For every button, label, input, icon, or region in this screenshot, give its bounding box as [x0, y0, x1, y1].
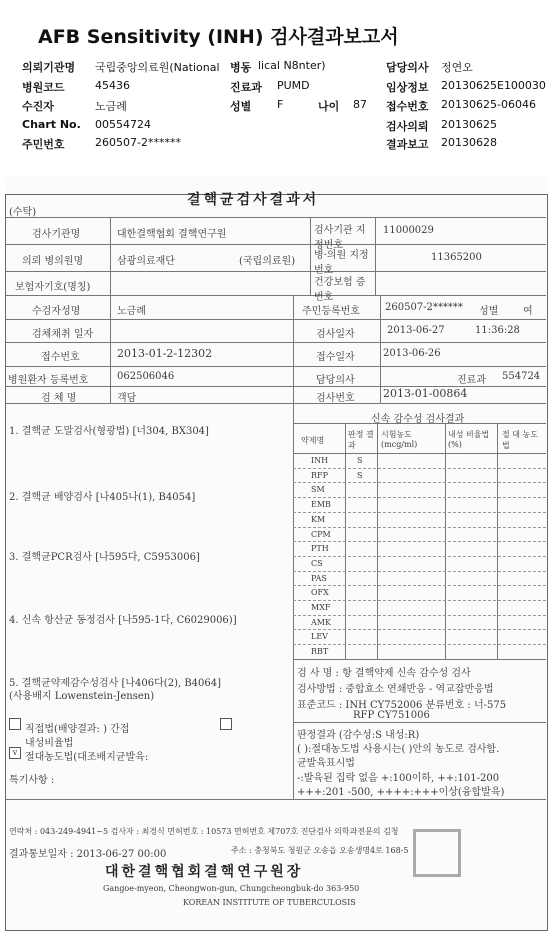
request-date-label: 검사의뢰 [386, 120, 429, 133]
th-result: 판정 결과 [348, 430, 374, 450]
contact-line: 연락처 : 043-249-4941~5 검사자 : 최경식 면허번호 : 10573 면허번호 제707호 진단검사 의학과전문의 김청 [9, 827, 399, 836]
drug-name: CS [311, 558, 323, 568]
reg-value: 2013-01-2-12302 [117, 347, 213, 360]
recv-value: 2013-06-26 [383, 348, 441, 359]
org-name-kr: 대한결핵협회결핵연구원장 [105, 864, 304, 880]
resid-label: 주민등록번호 [302, 306, 360, 317]
test-date-value: 2013-06-27 [387, 325, 445, 336]
rapid-title: 신속 감수성 검사결과 [371, 414, 465, 425]
test-method: 검사방법 : 중합효소 연쇄반응 - 역교잡반응법 [297, 684, 494, 695]
report-date-value: 20130628 [441, 136, 497, 149]
judge-1: 판정결과 (감수성:S 내성:R) [297, 730, 420, 741]
test-date-label: 검사일자 [316, 329, 355, 340]
test-no-value: 2013-01-00864 [383, 387, 468, 400]
judge-3: 균발육표시법 [297, 758, 355, 769]
receipt-no-value: 20130625-06046 [441, 98, 536, 111]
drug-name: SM [311, 485, 325, 495]
req-label: 의뢰 병의원명 [22, 256, 84, 267]
judge-2: ( ):절대농도법 사용시는( )안의 농도로 검사함. [297, 744, 500, 755]
absolute-checkbox[interactable]: v [9, 747, 21, 759]
clinical-info-label: 임상정보 [386, 81, 429, 94]
official-seal [413, 829, 461, 877]
test-item-1: 1. 결핵균 도말검사(형광법) [너304, BX304] [9, 426, 209, 437]
ward-label: 병동 [230, 61, 252, 74]
reg-label: 접수번호 [41, 352, 80, 363]
inst-label: 검사기관명 [32, 229, 81, 240]
drug-name: CPM [311, 529, 331, 539]
health-label: 건강보험 증번호 [314, 277, 366, 303]
receipt-mark: (수탁) [9, 207, 37, 218]
test-time-value: 11:36:28 [475, 325, 520, 336]
page-title: AFB Sensitivity (INH) 검사결과보고서 [38, 26, 399, 48]
inst-value: 대한결핵협회 결핵연구원 [117, 229, 227, 240]
requester-label: 의뢰기관명 [22, 61, 76, 74]
drug-result: S [357, 456, 363, 465]
patient-label: 수진자 [22, 100, 54, 113]
drug-name: MXF [311, 603, 331, 612]
receipt-no-label: 접수번호 [386, 100, 429, 113]
patient-name-value: 노금례 [117, 306, 146, 317]
judge-4: -:발육된 집락 없음 +:100이하, ++:101-200 [297, 773, 500, 784]
direct-checkbox[interactable] [9, 718, 21, 730]
requester-value: 국립중앙의료원(National [95, 61, 220, 74]
recv-label: 접수일자 [316, 352, 355, 363]
collect-label: 검체채취 일자 [32, 329, 94, 340]
doctor-value: 정연오 [441, 61, 473, 74]
drug-name: OFX [311, 588, 329, 598]
drug-name: RFP [311, 470, 328, 480]
req-no-label: 병·의원 지정번호 [314, 250, 369, 276]
std-code-2: RFP CY751006 [353, 710, 430, 721]
department-label: 진료과 [230, 81, 262, 94]
test-item-4: 4. 신속 항산균 동정검사 [나595-1다, C6029006)] [9, 615, 237, 626]
drug-name: RBT [311, 647, 329, 657]
inst-no-label: 검사기관 지정번호 [314, 225, 366, 251]
department-value: PUMD [277, 79, 310, 92]
drug-name: EMB [311, 500, 331, 510]
hospital-code-value: 45436 [95, 79, 130, 92]
age-value: 87 [353, 98, 367, 111]
req-no-value: 11365200 [431, 252, 482, 263]
spec-value: 객담 [117, 393, 137, 404]
resident-no-value: 260507-2****** [95, 136, 181, 149]
doctor-label-form: 담당의사 [316, 375, 355, 386]
report-title: 결핵균검사결과서 [187, 192, 320, 208]
opt-direct: 직접법(배양결과: ) 간접 [25, 724, 130, 735]
patient-name-label: 수검자성명 [32, 306, 81, 317]
test-item-3: 3. 결핵균PCR검사 [나595다, C5953006] [9, 552, 200, 563]
drug-name: PAS [311, 573, 327, 583]
drug-name: LEV [311, 632, 328, 642]
sex-value: F [277, 98, 284, 111]
drug-result: S [357, 470, 363, 480]
opt-ratio: 내성비율법 [25, 738, 74, 749]
scanned-report [5, 177, 548, 932]
drug-name: KM [311, 514, 326, 524]
clinical-info-value: 20130625E100030 [441, 79, 546, 92]
doctor-label: 담당의사 [386, 61, 429, 74]
insured-label: 보험자기호(명칭) [15, 282, 91, 293]
test-no-label: 검사번호 [316, 393, 355, 404]
std-code: 표준코드 : INH CY752006 분류번호 : 너-575 [297, 700, 507, 711]
chart-no-label: Chart No. [22, 118, 81, 131]
dept-label-form: 진료과 [457, 375, 486, 386]
judge-5: +++:201 -500, ++++:+++이상(융합발육) [297, 787, 505, 798]
inst-no-value: 11000029 [383, 225, 434, 236]
th-ratio: 내성 비율법(%) [448, 430, 490, 449]
th-absolute: 절 대 농도법 [502, 430, 538, 450]
hosp-reg-value: 062506046 [117, 371, 175, 382]
drug-name: INH [311, 456, 329, 465]
remarks: 특기사항 : [9, 775, 55, 786]
resident-no-label: 주민번호 [22, 138, 65, 151]
opt-absolute: 절대농도법(대조배지균발육: [25, 752, 149, 763]
age-label: 나이 [318, 100, 340, 113]
chart-no-value: 00554724 [95, 118, 151, 131]
org-address-en: Gangoe-myeon, Cheongwon-gun, Chungcheongbuk-do 363-950 [103, 884, 360, 893]
org-name-en: KOREAN INSTITUTE OF TUBERCULOSIS [183, 898, 356, 907]
test-item-2: 2. 결핵균 배양검사 [나405나(1), B4054] [9, 492, 196, 503]
req-value-2: (국립의료원) [239, 256, 296, 267]
sex-label: 성별 [230, 100, 252, 113]
req-value: 삼광의료재단 [117, 256, 175, 267]
test-item-5: 5. 결핵균약제감수성검사 [나406다(2), B4064] [9, 678, 222, 689]
hospital-code-label: 병원코드 [22, 81, 65, 94]
request-date-value: 20130625 [441, 118, 497, 131]
th-conc: 시험농도 (mcg/ml) [381, 430, 418, 449]
report-notify-date: 결과통보일자 : 2013-06-27 00:00 [9, 849, 167, 860]
sex-value-form: 여 [523, 306, 533, 317]
resid-value: 260507-2****** [385, 302, 463, 313]
sex-label-form: 성별 [479, 306, 499, 317]
address: 주소 : 충청북도 청원군 오송읍 오송생명4로 168-5 [231, 846, 409, 855]
hosp-reg-label: 병원환자 등록번호 [8, 375, 89, 386]
test-name: 검 사 명 : 항 결핵약제 신속 감수성 검사 [297, 668, 471, 679]
dept-value-form: 554724 [502, 371, 541, 382]
report-date-label: 결과보고 [386, 138, 429, 151]
spec-label: 검 체 명 [41, 393, 77, 404]
th-drug: 약제명 [301, 436, 325, 445]
test-item-5-sub: (사용배지 Lowenstein-Jensen) [9, 691, 155, 702]
drug-name: PTH [311, 544, 329, 554]
drug-name: AMK [311, 617, 331, 627]
patient-value: 노금례 [95, 100, 127, 113]
indirect-checkbox[interactable] [220, 718, 232, 730]
ward-value: lical N8nter) [258, 59, 326, 72]
